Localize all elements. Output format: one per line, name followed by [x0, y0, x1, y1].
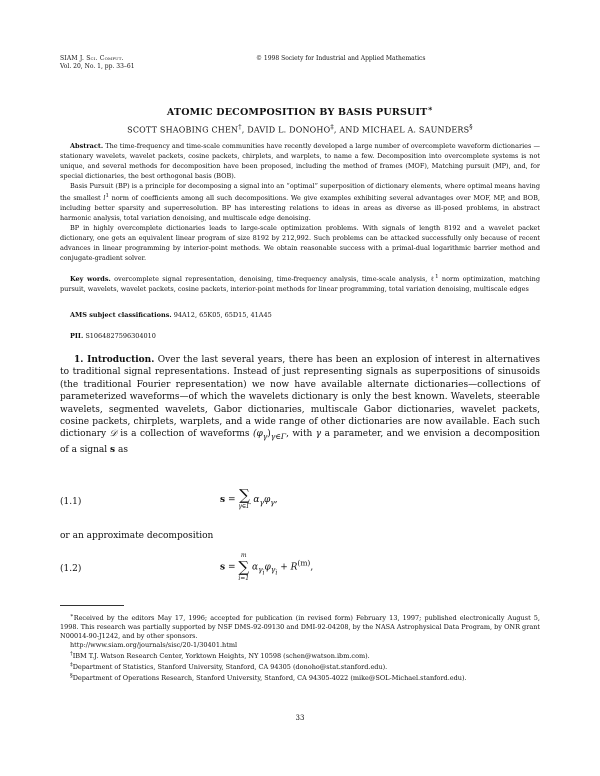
ams-label: AMS subject classifications. — [70, 311, 172, 319]
eq1-equals: = — [225, 495, 239, 505]
waveform-gamma-sub: γ — [262, 432, 268, 442]
author-donoho: , DAVID L. DONOHO — [241, 125, 331, 135]
keywords — [60, 272, 540, 294]
footnote-saunders — [60, 672, 540, 683]
author-saunders-mark: § — [469, 123, 473, 131]
paper-title — [60, 104, 540, 118]
abstract-paragraph-1 — [60, 141, 540, 181]
footnote-donoho-mark: ‡ — [70, 662, 73, 669]
footnote-donoho-text: Department of Statistics, Stanford University, Stanford, CA 94305 (donoho@stat.stanford.edu). — [72, 663, 388, 672]
journal-volume: Vol. 20, No. 1, pp. 33–61 — [60, 63, 135, 70]
eq2-lhs: s — [220, 562, 226, 573]
eq2-sum-top: m — [240, 552, 247, 559]
abstract — [60, 141, 540, 263]
footnote-chen-mark: † — [70, 651, 73, 658]
eq1-sum-sign: ∑ — [239, 486, 250, 504]
footnote-chen-text: IBM T.J. Watson Research Center, Yorktown Heights, NY 10598 (schen@watson.ibm.com). — [72, 652, 370, 661]
footnotes — [60, 612, 540, 684]
intro-text-4: a parameter, and we envision a decomposition of a signal — [60, 429, 540, 455]
dictionary-symbol: 𝒟 — [109, 429, 117, 440]
author-donoho-mark: ‡ — [330, 123, 334, 131]
waveform-close: ) — [267, 429, 271, 440]
eq2-phi-gamma: γ — [270, 565, 276, 575]
abstract-l-sup: 1 — [105, 193, 109, 199]
waveform-phi: (φ — [252, 429, 263, 440]
page-number: 33 — [295, 714, 305, 722]
keywords-l-symbol: ℓ — [430, 275, 436, 284]
ams-codes: 94A12, 65K05, 65D15, 41A45 — [173, 311, 272, 319]
intro-text-1: Over the last several years, there has been an explosion of interest in alternatives to traditional signal representations. Instead of just representing signals as superpositions of sinusoids (the traditional Fourier representation) we now have available alternate dictionaries—collections of parameterized waveforms—of which the wavelets dictionary is only the best known. Wavelets, steerable wavelets, segmented wavelets, Gabor dictionaries, multiscale Gabor dictionaries, wavelet packets, cosine packets, chirplets, warplets, and a wide range of other dictionaries are now available. Each such dictionary — [60, 355, 540, 440]
equation-number-1-2: (1.2) — [60, 564, 82, 574]
keywords-l-sup: 1 — [435, 274, 439, 280]
eq1-lhs: s — [220, 495, 226, 505]
intro-text-3: , with — [286, 429, 313, 440]
eq1-tail: , — [274, 495, 278, 505]
eq2-phi: φ — [264, 562, 271, 573]
journal-header — [60, 55, 135, 71]
pii-label: PII. — [70, 332, 84, 340]
abstract-l-symbol: l — [103, 194, 106, 203]
footnote-saunders-text: Department of Operations Research, Stanford University, Stanford, CA 94305-4022 (mike@SOL-Michael.stanford.edu). — [72, 674, 467, 683]
keywords-text-a: overcomplete signal representation, denoising, time-frequency analysis, time-scale analysis, — [114, 275, 428, 284]
footnote-rule — [60, 605, 124, 606]
eq1-summation — [238, 488, 250, 511]
footnote-received — [60, 612, 540, 641]
paper-title-text: ATOMIC DECOMPOSITION BY BASIS PURSUIT — [166, 107, 428, 119]
section-heading: 1. Introduction. — [74, 355, 155, 365]
equation-1-2 — [220, 551, 313, 583]
eq2-equals: = — [225, 562, 239, 573]
pii-value: S1064827596304010 — [85, 332, 156, 340]
waveform-index-set: γ∈Γ — [270, 432, 287, 442]
eq1-phi-sub: γ — [270, 497, 275, 507]
eq1-alpha: α — [253, 495, 260, 505]
eq1-alpha-sub: γ — [259, 497, 264, 507]
abstract-p1-text: The time-frequency and time-scale communities have recently developed a large number of overcomplete waveform dictionaries — stationary wavelets, wavelet packets, cosine packets, chirplets, and warplets, to name a few. Decomposition into overcomplete systems is not unique, and several methods for decomposition have been proposed, including the method of frames (MOF), Matching pursuit (MP), and, for special dictionaries, the best orthogonal basis (BOB). — [60, 142, 540, 180]
author-chen: SCOTT SHAOBING CHEN — [127, 125, 239, 135]
equation-1-1 — [220, 488, 278, 511]
abstract-p2-text-a: Basis Pursuit (BP) is a principle for decomposing a signal into an “optimal” superposition of dictionary elements, where optimal means having the smallest — [60, 182, 540, 203]
eq2-residual: R — [290, 562, 298, 573]
introduction-paragraph — [60, 354, 540, 456]
author-list — [60, 123, 540, 135]
eq2-summation — [238, 551, 249, 583]
eq2-residual-sup: (m) — [297, 558, 311, 568]
eq2-sum-bottom: i=1 — [238, 575, 250, 582]
abstract-paragraph-3 — [60, 223, 540, 263]
abstract-p3-text: BP in highly overcomplete dictionaries leads to large-scale optimization problems. With signals of length 8192 and a wavelet packet dictionary, one gets an equivalent linear program of size 8192 by 212,992. Such problems can be attacked successfully only because of recent advances in linear programming by interior-point methods. We obtain reasonable success with a primal-dual logarithmic barrier method and conjugate-gradient solver. — [60, 224, 540, 263]
eq2-alpha-i: i — [262, 569, 265, 577]
footnote-url-text[interactable]: http://www.siam.org/journals/sisc/20-1/30401.html — [70, 641, 238, 650]
footnote-received-text: Received by the editors May 17, 1996; accepted for publication (in revised form) February 13, 1997; published electronically August 5, 1998. This research was partially supported by NSF DMS-92-09130 and DMI-92-04208, by the NASA Astrophysical Data Program, by ONR grant N00014-90-J1242, and by other sponsors. — [60, 614, 540, 641]
title-footnote-mark: ∗ — [427, 104, 434, 113]
eq2-sum-sign: ∑ — [238, 558, 250, 576]
keywords-label: Key words. — [70, 275, 111, 284]
footnote-received-mark: ∗ — [70, 613, 74, 619]
author-chen-mark: † — [238, 123, 242, 131]
footnote-chen — [60, 650, 540, 661]
copyright-notice: © 1998 Society for Industrial and Applied Mathematics — [256, 55, 426, 62]
eq2-alpha-gamma: γ — [258, 565, 263, 575]
author-saunders: , AND MICHAEL A. SAUNDERS — [333, 125, 470, 135]
eq2-tail: , — [310, 562, 314, 573]
ams-classifications — [70, 310, 272, 320]
eq2-plus: + — [277, 562, 291, 573]
eq1-sum-limit: γ∈Γ — [238, 503, 251, 510]
gamma-symbol: γ — [315, 429, 322, 440]
abstract-paragraph-2 — [60, 181, 540, 223]
intro-text-5: as — [117, 444, 128, 455]
eq1-phi: φ — [263, 495, 271, 505]
eq2-alpha: α — [251, 562, 259, 573]
eq2-phi-i: i — [275, 569, 278, 577]
continuation-text: or an approximate decomposition — [60, 531, 214, 541]
keywords-text-b: norm optimization, matching pursuit, wavelets, wavelet packets, cosine packets, interior-point methods for linear programming, total variation denoising, multiscale edges — [60, 275, 541, 294]
intro-text-2: is a collection of waveforms — [120, 429, 250, 440]
abstract-p2-text-b: norm of coefficients among all such decompositions. We give examples exhibiting several advantages over MOF, MP, and BOB, including better sparsity and superresolution. BP has interesting relations to ideas in areas as diverse as ill-posed problems, in abstract harmonic analysis, total variation denoising, and multiscale edge denoising. — [60, 194, 540, 223]
journal-name: SIAM J. Sci. Comput. — [60, 55, 124, 62]
signal-symbol: s — [110, 444, 116, 455]
pii — [70, 331, 156, 341]
footnote-donoho — [60, 661, 540, 672]
abstract-label: Abstract. — [70, 142, 104, 150]
equation-number-1-1: (1.1) — [60, 497, 82, 507]
footnote-saunders-mark: § — [70, 673, 73, 680]
footnote-url — [60, 641, 540, 650]
